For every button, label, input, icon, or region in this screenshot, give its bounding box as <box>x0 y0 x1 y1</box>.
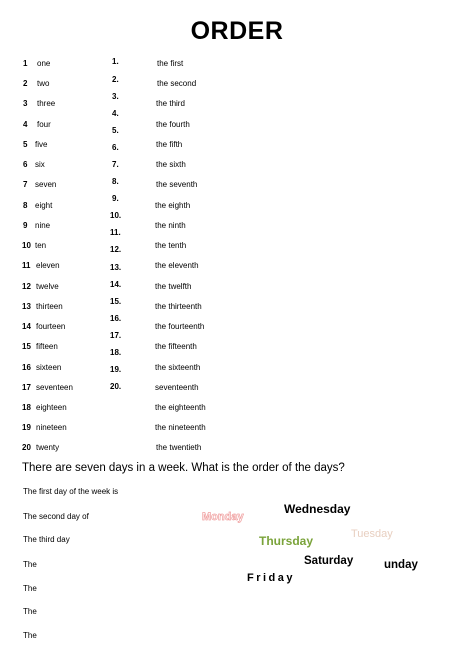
day-word-tuesday: Tuesday <box>351 528 393 540</box>
day-word-monday: Monday <box>202 511 244 523</box>
cardinal-word: nineteen <box>36 423 67 432</box>
ordinal-word: the fifteenth <box>155 342 197 351</box>
cardinal-number: 15 <box>22 342 31 351</box>
ordinal-word: the tenth <box>155 241 187 250</box>
ordinal-word: the first <box>157 59 184 68</box>
cardinal-number: 7 <box>23 180 28 189</box>
day-sentence: The <box>23 560 37 569</box>
ordinal-number: 13. <box>110 263 122 272</box>
day-sentence: The third day <box>23 535 70 544</box>
cardinal-number: 4 <box>23 120 28 129</box>
ordinal-word: the sixth <box>156 160 186 169</box>
ordinal-number: 15. <box>110 297 122 306</box>
cardinal-word: eighteen <box>36 403 67 412</box>
ordinal-word: the second <box>157 79 197 88</box>
page-title: ORDER <box>190 17 284 45</box>
ordinal-word: the thirteenth <box>155 302 202 311</box>
cardinal-word: twelve <box>36 282 59 291</box>
day-word-sunday: unday <box>384 559 418 571</box>
ordinal-number: 3. <box>112 92 119 101</box>
cardinal-word: seventeen <box>36 383 73 392</box>
ordinal-word: the twelfth <box>155 282 192 291</box>
cardinal-word: sixteen <box>36 363 62 372</box>
cardinal-number: 10 <box>22 241 31 250</box>
ordinal-word: the eleventh <box>155 261 199 270</box>
ordinal-number: 5. <box>112 126 119 135</box>
cardinal-word: six <box>35 160 45 169</box>
ordinal-word: seventeenth <box>155 383 199 392</box>
ordinal-word: the fourth <box>156 120 190 129</box>
cardinal-word: seven <box>35 180 57 189</box>
day-sentence: The <box>23 631 37 640</box>
ordinal-number: 2. <box>112 75 119 84</box>
cardinal-word: fifteen <box>36 342 58 351</box>
ordinal-word: the fifth <box>156 140 183 149</box>
day-word-friday: Friday <box>247 572 296 584</box>
ordinal-number: 19. <box>110 365 122 374</box>
cardinal-number: 20 <box>22 443 31 452</box>
ordinal-number: 8. <box>112 177 119 186</box>
ordinal-word: the third <box>156 99 185 108</box>
day-sentence: The first day of the week is <box>23 487 119 496</box>
ordinal-number: 12. <box>110 245 122 254</box>
cardinal-number: 12 <box>22 282 31 291</box>
ordinal-number: 16. <box>110 314 122 323</box>
day-word-wednesday: Wednesday <box>284 502 351 516</box>
ordinal-number: 14. <box>110 280 122 289</box>
cardinal-word: two <box>37 79 50 88</box>
cardinal-word: eleven <box>36 261 60 270</box>
cardinal-number: 5 <box>23 140 28 149</box>
cardinal-number: 11 <box>22 261 31 270</box>
cardinal-word: thirteen <box>36 302 63 311</box>
cardinal-number: 9 <box>23 221 28 230</box>
cardinal-word: three <box>37 99 56 108</box>
ordinal-word: the eighteenth <box>155 403 206 412</box>
ordinal-number: 4. <box>112 109 119 118</box>
question-text: There are seven days in a week. What is the order of the days? <box>22 462 345 474</box>
ordinal-word: the fourteenth <box>155 322 205 331</box>
day-sentence: The second day of <box>23 512 89 521</box>
ordinal-number: 17. <box>110 331 122 340</box>
cardinal-number: 8 <box>23 201 28 210</box>
ordinal-number: 10. <box>110 211 122 220</box>
day-sentence: The <box>23 607 37 616</box>
ordinal-number: 20. <box>110 382 122 391</box>
cardinal-number: 16 <box>22 363 31 372</box>
ordinal-word: the twentieth <box>156 443 202 452</box>
cardinal-number: 14 <box>22 322 31 331</box>
cardinal-number: 17 <box>22 383 31 392</box>
cardinal-number: 19 <box>22 423 31 432</box>
day-sentence: The <box>23 584 37 593</box>
cardinal-word: eight <box>35 201 53 210</box>
cardinal-number: 1 <box>23 59 28 68</box>
cardinal-word: ten <box>35 241 47 250</box>
cardinal-word: fourteen <box>36 322 66 331</box>
cardinal-word: four <box>37 120 51 129</box>
day-word-thursday: Thursday <box>259 534 314 548</box>
ordinal-number: 9. <box>112 194 119 203</box>
ordinal-number: 18. <box>110 348 122 357</box>
cardinal-number: 2 <box>23 79 28 88</box>
cardinal-word: nine <box>35 221 51 230</box>
ordinal-number: 1. <box>112 57 119 66</box>
cardinal-number: 3 <box>23 99 28 108</box>
ordinal-number: 7. <box>112 160 119 169</box>
ordinal-word: the eighth <box>155 201 191 210</box>
ordinal-word: the seventh <box>156 180 198 189</box>
cardinal-number: 18 <box>22 403 31 412</box>
ordinal-word: the ninth <box>155 221 186 230</box>
cardinal-word: twenty <box>36 443 60 452</box>
cardinal-word: five <box>35 140 48 149</box>
ordinal-word: the nineteenth <box>155 423 206 432</box>
cardinal-number: 13 <box>22 302 31 311</box>
ordinal-number: 11. <box>110 228 121 237</box>
cardinal-number: 6 <box>23 160 28 169</box>
cardinal-word: one <box>37 59 51 68</box>
day-word-saturday: Saturday <box>304 555 354 567</box>
ordinal-number: 6. <box>112 143 119 152</box>
ordinal-word: the sixteenth <box>155 363 201 372</box>
